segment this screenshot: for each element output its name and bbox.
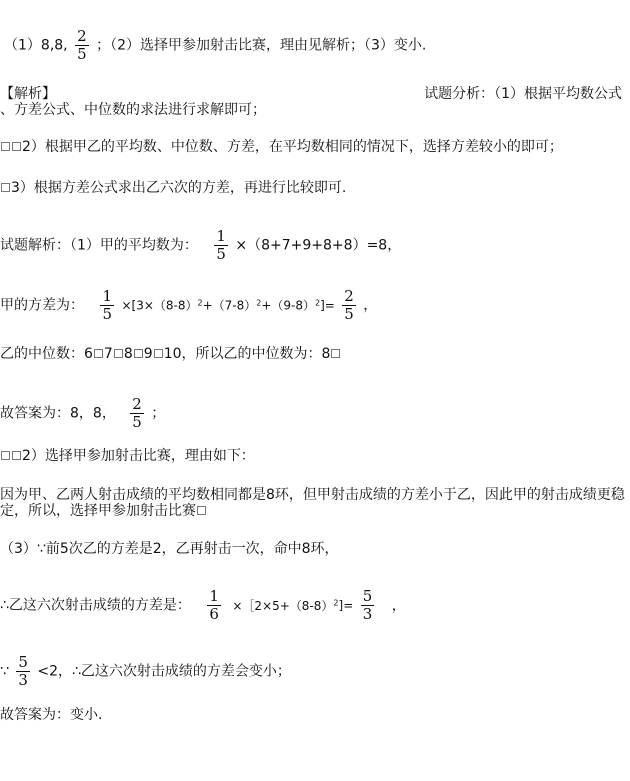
answer1-line (0, 396, 165, 431)
six-result-den: 3 (362, 605, 373, 623)
six-variance-equals: ]= (338, 598, 354, 613)
exponent: 2 (314, 298, 321, 308)
variance-frac-den: 5 (102, 305, 112, 323)
variance-result-fraction (342, 288, 356, 323)
exponent: 2 (333, 598, 339, 608)
median-line (0, 345, 341, 363)
answer1-end: ； (151, 405, 166, 422)
mean-frac-den: 5 (216, 245, 226, 263)
missing-glyph-icon (1, 451, 10, 460)
variance-end: ， (363, 297, 378, 314)
variance-term-b: +（7-8） (202, 298, 257, 313)
variance-prefix: 甲的方差为： (0, 297, 84, 314)
analysis-line4-text: 3）根据方差公式求出乙六次的方差，再进行比较即可. (11, 180, 347, 196)
compare-frac-den: 3 (18, 671, 28, 689)
compare-fraction (16, 654, 30, 689)
mean-line (0, 228, 401, 263)
six-frac-den: 6 (209, 605, 219, 623)
variance-frac-num: 1 (102, 287, 112, 305)
answer1-prefix: 故答案为：8，8， (0, 405, 116, 422)
six-variance-fraction (207, 588, 221, 623)
median-text-c: 8 (123, 346, 133, 362)
answer-part1: （1）8,8, (4, 37, 68, 54)
six-variance-prefix: ∴乙这六次射击成绩的方差是： (0, 597, 191, 614)
compare-suffix: <2，∴乙这六次射击成绩的方差会变小； (37, 663, 291, 680)
missing-glyph-icon (12, 451, 21, 460)
missing-glyph-icon (331, 349, 340, 358)
mean-prefix: 试题解析：（1）甲的平均数为： (0, 237, 198, 254)
variance-term-d: ]= (320, 298, 335, 313)
mean-suffix: ×（8+7+9+8+8）=8， (235, 237, 402, 254)
answer1-frac-num: 2 (132, 395, 142, 413)
mean-frac-num: 1 (216, 227, 226, 245)
six-result-num: 5 (362, 587, 373, 605)
answer-frac-num: 2 (77, 27, 87, 45)
analysis-title: 【解析】 (0, 86, 56, 102)
variance-result-num: 2 (344, 287, 354, 305)
median-text-a: 乙的中位数：6 (0, 346, 93, 362)
six-frac-num: 1 (209, 587, 219, 605)
answer-fraction (75, 28, 89, 63)
compare-frac-num: 5 (18, 653, 28, 671)
answer1-frac-den: 5 (132, 413, 142, 431)
compare-prefix: ∵ (0, 663, 9, 680)
missing-glyph-icon (134, 349, 143, 358)
analysis-line2: 、方差公式、中位数的求法进行求解即可； (0, 102, 266, 118)
answer-line (4, 28, 426, 63)
answer-part2: ；（2）选择甲参加射击比赛，理由见解析；（3）变小. (96, 37, 427, 54)
variance-term-a: ×[3×（8-8） (121, 298, 198, 313)
six-variance-terms: ×［2×5+（8-8） (232, 598, 334, 613)
exponent: 2 (256, 298, 262, 308)
choose-text: 2）选择甲参加射击比赛，理由如下： (22, 448, 255, 464)
six-variance-result-fraction (361, 588, 375, 623)
mean-fraction (214, 228, 228, 263)
missing-glyph-icon (114, 349, 123, 358)
missing-glyph-icon (1, 142, 10, 151)
answer1-fraction (130, 396, 144, 431)
reason-line1: 因为甲、乙两人射击成绩的平均数相同都是8环，但甲射击成绩的方差小于乙，因此甲的射击成绩更稳 (0, 487, 625, 503)
exponent: 2 (197, 298, 203, 308)
part3-line: （3）∵前5次乙的方差是2，乙再射击一次，命中8环， (0, 541, 339, 557)
analysis-line3 (0, 138, 563, 156)
choose-line (0, 447, 255, 465)
six-variance-end: ， (391, 597, 406, 614)
variance-fraction (100, 288, 114, 323)
missing-glyph-icon (154, 349, 163, 358)
median-text-e: 10，所以乙的中位数为：8 (163, 346, 331, 362)
median-text-d: 9 (143, 346, 153, 362)
analysis-line3-text: 2）根据甲乙的平均数、中位数、方差，在平均数相同的情况下，选择方差较小的即可； (22, 139, 563, 155)
median-text-b: 7 (103, 346, 113, 362)
analysis-line4 (0, 179, 346, 197)
variance-result-den: 5 (344, 305, 354, 323)
variance-line (0, 288, 377, 323)
missing-glyph-icon (94, 349, 103, 358)
reason-line2 (0, 502, 207, 520)
variance-term-c: +（9-8） (261, 298, 315, 313)
compare-line (0, 654, 291, 689)
missing-glyph-icon (1, 183, 10, 192)
missing-glyph-icon (12, 142, 21, 151)
final-answer: 故答案为：变小. (0, 707, 103, 723)
analysis-intro: 试题分析：（1）根据平均数公式 (424, 86, 622, 102)
reason-line2-text: 定，所以，选择甲参加射击比赛 (0, 503, 196, 519)
missing-glyph-icon (197, 506, 206, 515)
six-variance-line (0, 588, 406, 623)
answer-frac-den: 5 (77, 45, 87, 63)
